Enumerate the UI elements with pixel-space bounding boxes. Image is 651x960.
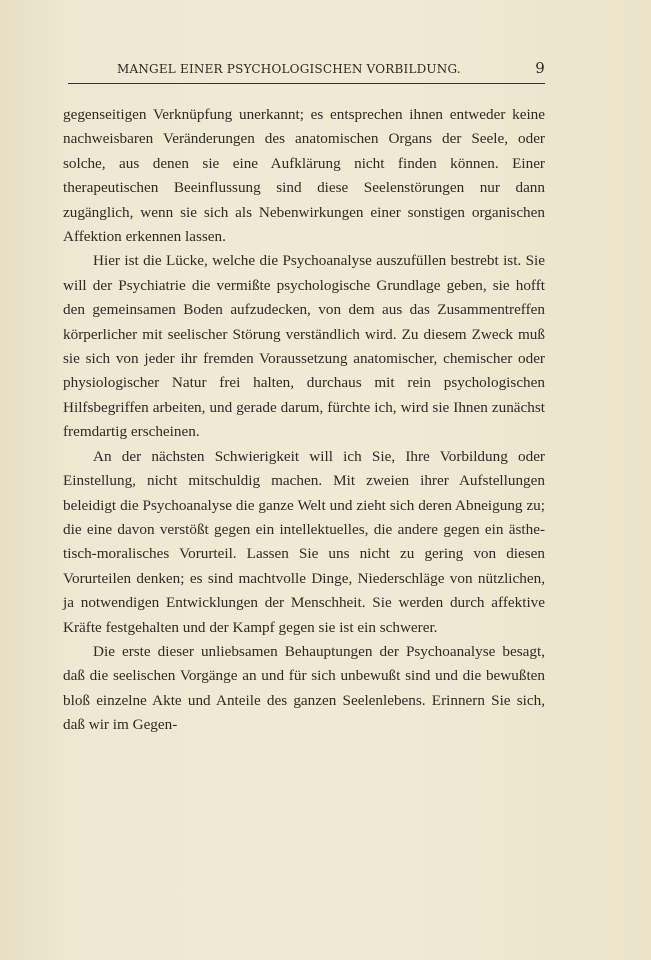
- paragraph-continued: gegenseitigen Verknüpfung unerkannt; es entsprechen ihnen entweder keine nachweisbaren Veränderungen des anatomischen Organs der Seele, oder solche, aus denen sie eine Aufklärung nicht finden können. Einer therapeutischen Beeinflussung sind diese Seelenstörungen nur dann zugänglich, wenn sie sich als Nebenwirkungen einer sonstigen organischen Affektion erkennen lassen.: [63, 106, 545, 246]
- page-number: 9: [535, 59, 545, 77]
- header-rule: [68, 83, 545, 84]
- running-title: MANGEL EINER PSYCHOLOGISCHEN VORBILDUNG.: [117, 62, 461, 76]
- paragraph: Hier ist die Lücke, welche die Psychoanalyse auszufüllen bestrebt ist. Sie will der Psychiatrie die vermißte psychologische Grundlage geben, sie hofft den gemeinsamen Boden aufzudecken, von dem aus das Zusammentreffen körperlicher mit seelischer Störung verständlich wird. Zu diesem Zweck muß sie sich von jeder ihr fremden Voraussetzung anatomischer, chemischer oder physiologischer Natur frei halten, durchaus mit rein psychologischen Hilfsbegriffen arbeiten, und gerade darum, fürchte ich, wird sie Ihnen zunächst fremdartig erscheinen.: [63, 252, 545, 441]
- body-text: [63, 103, 545, 738]
- paragraph: An der nächsten Schwierigkeit will ich Sie, Ihre Vorbildung oder Einstellung, nicht mitschuldig machen. Mit zweien ihrer Aufstellungen beleidigt die Psychoanalyse die ganze Welt und zieht sich deren Abneigung zu; die eine davon verstößt gegen ein intellektuelles, die andere gegen ein ästhetisch-moralisches Vorurteil. Lassen Sie uns nicht zu gering von diesen Vorurteilen denken; es sind machtvolle Dinge, Niederschläge von nützlichen, ja notwendigen Entwicklungen der Menschheit. Sie werden durch affektive Kräfte festgehalten und der Kampf gegen sie ist ein schwerer.: [63, 447, 545, 636]
- paragraph: Die erste dieser unliebsamen Behauptungen der Psychoanalyse besagt, daß die seelischen Vorgänge an und für sich unbewußt sind und die bewußten bloß einzelne Akte und Anteile des ganzen Seelenlebens. Erinnern Sie sich, daß wir im Gegen-: [63, 642, 545, 734]
